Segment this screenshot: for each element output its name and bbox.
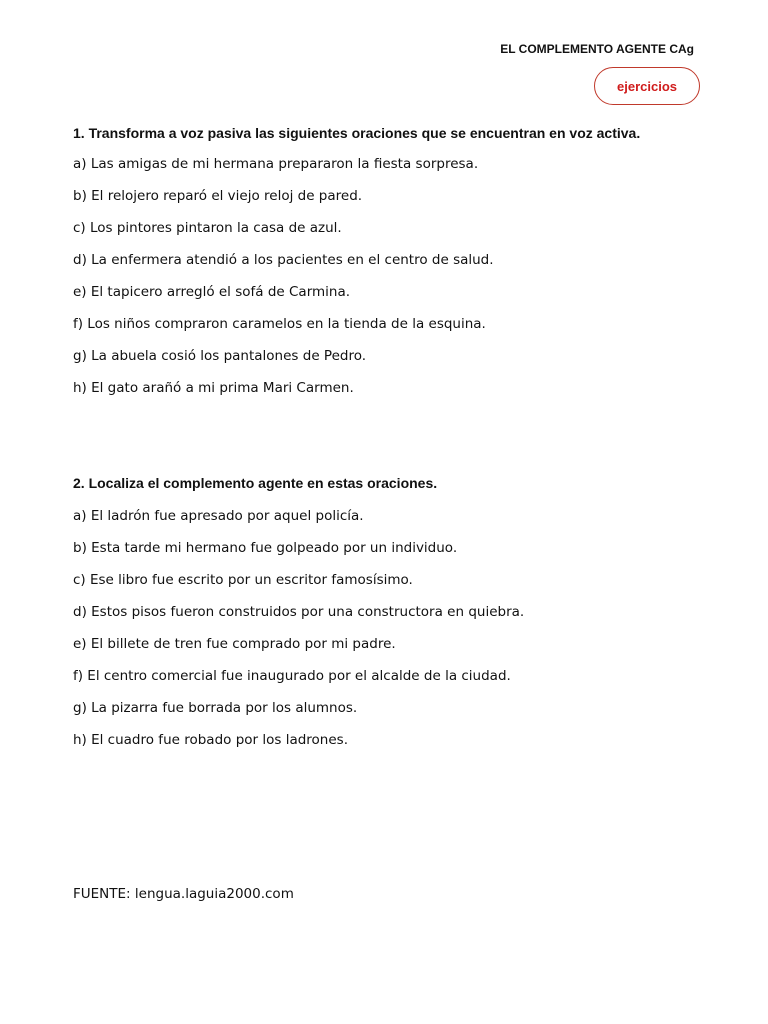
exercise-2-item-f: f) El centro comercial fue inaugurado por el alcalde de la ciudad. (73, 668, 511, 684)
exercise-2-item-g: g) La pizarra fue borrada por los alumnos. (73, 700, 358, 716)
exercise-2-item-d: d) Estos pisos fueron construidos por una constructora en quiebra. (73, 604, 525, 620)
exercise-1-item-c: c) Los pintores pintaron la casa de azul. (73, 220, 342, 236)
exercise-2-section (73, 474, 703, 763)
document-title: EL COMPLEMENTO AGENTE CAg (500, 42, 694, 56)
exercise-2-item-h: h) El cuadro fue robado por los ladrones. (73, 732, 348, 748)
exercise-1-item-g: g) La abuela cosió los pantalones de Pedro. (73, 348, 367, 364)
exercise-1-item-f: f) Los niños compraron caramelos en la tienda de la esquina. (73, 316, 486, 332)
exercise-1-item-b: b) El relojero reparó el viejo reloj de pared. (73, 188, 363, 204)
exercise-2-item-b: b) Esta tarde mi hermano fue golpeado por un individuo. (73, 540, 458, 556)
exercise-1-item-a: a) Las amigas de mi hermana prepararon la fiesta sorpresa. (73, 156, 479, 172)
ejercicios-badge: ejercicios (594, 67, 700, 105)
exercise-2-item-a: a) El ladrón fue apresado por aquel policía. (73, 508, 364, 524)
exercise-1-item-e: e) El tapicero arregló el sofá de Carmina. (73, 284, 351, 300)
exercise-1-item-h: h) El gato arañó a mi prima Mari Carmen. (73, 380, 354, 396)
exercise-1-section (73, 124, 703, 411)
exercise-1-list (73, 155, 703, 411)
source-credit: FUENTE: lengua.laguia2000.com (73, 886, 294, 902)
exercise-2-item-c: c) Ese libro fue escrito por un escritor famosísimo. (73, 572, 413, 588)
exercise-2-item-e: e) El billete de tren fue comprado por mi padre. (73, 636, 396, 652)
exercise-2-heading: 2. Localiza el complemento agente en estas oraciones. (73, 475, 438, 491)
exercise-1-heading: 1. Transforma a voz pasiva las siguientes oraciones que se encuentran en voz activa. (73, 125, 641, 141)
exercise-2-list (73, 507, 703, 763)
exercise-1-item-d: d) La enfermera atendió a los pacientes en el centro de salud. (73, 252, 494, 268)
